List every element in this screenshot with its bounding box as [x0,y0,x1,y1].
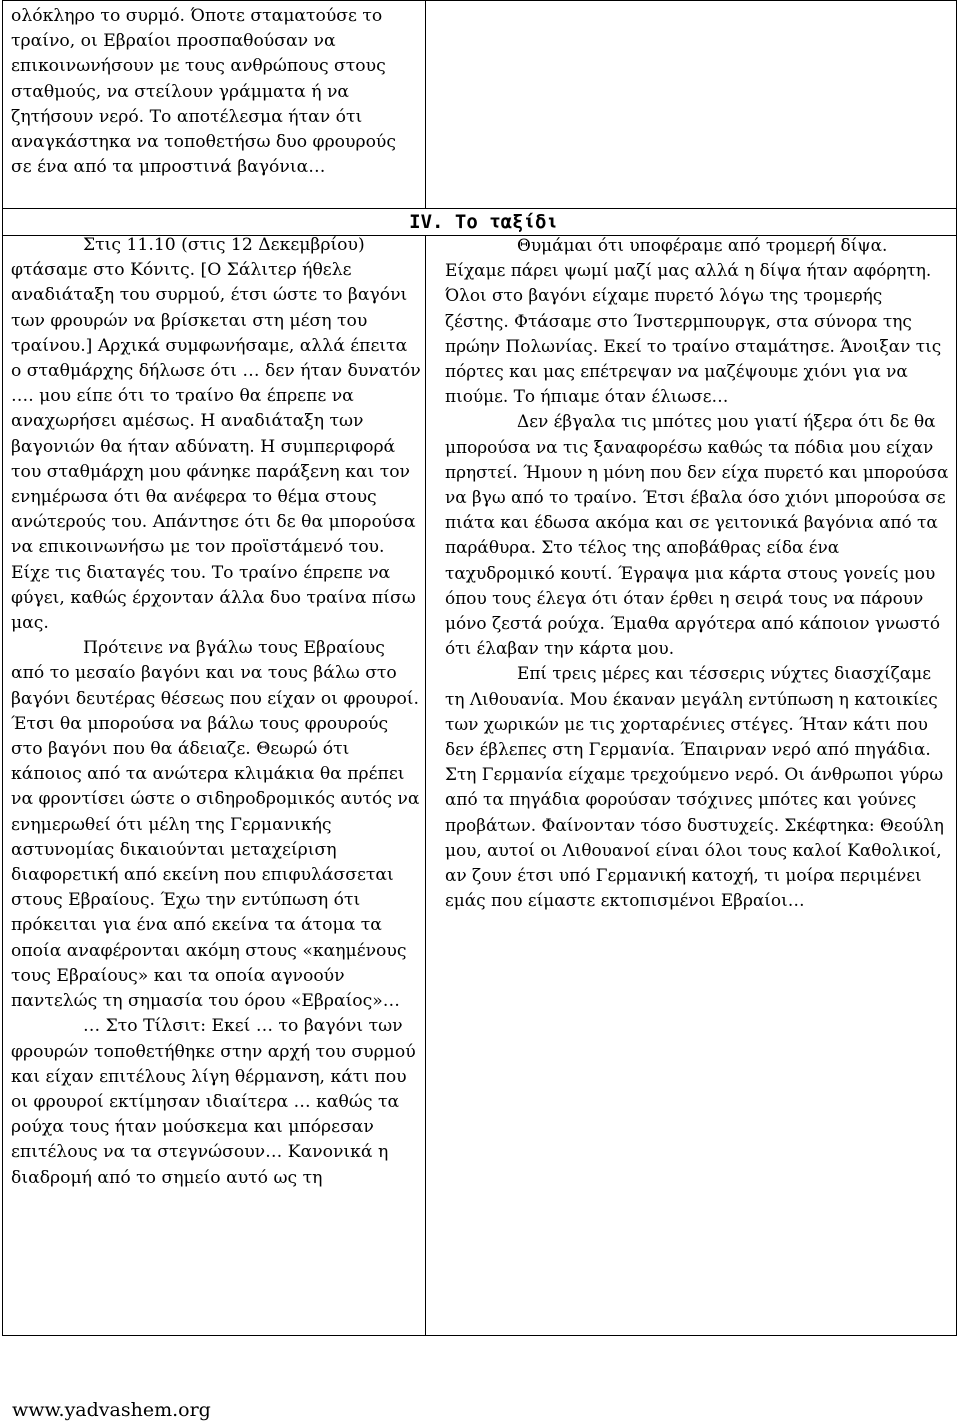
right-paragraph-2: Δεν έβγαλα τις μπότες μου γιατί ήξερα ότι δε θα μπορούσα να τις ξαναφορέσω καθώς τα πόδια μου είχαν πρηστεί. Ήμουν η μόνη που δεν είχα πυρετό και μπορούσα να βγω από το τραίνο. Έτσι έβαλα όσο χιόνι μπορούσα σε πιάτα και έδωσα ακόμα και σε γειτονικά βαγόνια από τα παράθυρα. Στο τέλος της αποβάθρας είδα ένα ταχυδρομικό κουτί. Έγραψα μια κάρτα στους γονείς μου όπου τους έλεγα ότι όταν έρθει η σειρά τους να πάρουν μόνο ζεστά ρούχα. Έμαθα αργότερα από κάποιον γνωστό ότι έλαβαν την κάρτα μου. [445,411,949,659]
left-column [11,233,421,1191]
top-left-cell [11,4,421,180]
document-table [2,0,957,1336]
right-paragraph-1: Θυμάμαι ότι υποφέραμε από τρομερή δίψα. Είχαμε πάρει ψωμί μαζί μας αλλά η δίψα ήταν αφόρητη. Όλοι στο βαγόνι είχαμε πυρετό λόγω της τρομερής ζέστης. Φτάσαμε στο Ίνστερμπουργκ, στα σύνορα της πρώην Πολωνίας. Εκεί το τραίνο σταμάτησε. Άνοιξαν τις πόρτες και μας επέτρεψαν να μαζέψουμε χιόνι για να πιούμε. Το ήπιαμε όταν έλιωσε… [445,235,942,407]
footer-url: www.yadvashem.org [12,1399,211,1421]
right-paragraph-3: Επί τρεις μέρες και τέσσερις νύχτες διασχίζαμε τη Λιθουανία. Μου έκαναν μεγάλη εντύπωση η κατοικίες των χωρικών με τις χορταρένιες στέγες. Ήταν κάτι που δεν έβλεπες στη Γερμανία. Έπαιρναν νερό από πηγάδια. Στη Γερμανία είχαμε τρεχούμενο νερό. Οι άνθρωποι γύρω από τα πηγάδια φορούσαν τσόχινες μπότες και γούνες προβάτων. Φαίνονταν τόσο δυστυχείς. Σκέφτηκα: Θεούλη μου, αυτοί οι Λιθουανοί είναι όλοι τους καλοί Καθολικοί, αν ζουν έτσι υπό Γερμανική κατοχή, τι μοίρα περιμένει εμάς που είμαστε εκτοπισμένοι Εβραίοι… [445,663,944,911]
left-paragraph-2: Πρότεινε να βγάλω τους Εβραίους από το μεσαίο βαγόνι και να τους βάλω στο βαγόνι δευτέρας θέσεως που είχαν οι φρουροί. Έτσι θα μπορούσα να βάλω τους φρουρούς στο βαγόνι που θα άδειαζε. Θεωρώ ότι κάποιος από τα ανώτερα κλιμάκια θα πρέπει να φροντίσει ώστε ο σιδηροδρομικός αυτός να ενημερωθεί ότι μέλη της Γερμανικής αστυνομίας δικαιούνται μεταχείριση διαφορετική από εκείνη που επιφυλάσσεται στους Εβραίους. Έχω την εντύπωση ότι πρόκειται για ένα από εκείνα τα άτομα τα οποία αναφέρονται ακόμη στους «καημένους τους Εβραίους» και τα οποία αγνοούν παντελώς τη σημασία του όρου «Εβραίος»… [11,638,420,1012]
left-paragraph-1: Στις 11.10 (στις 12 Δεκεμβρίου) φτάσαμε στο Κόνιτς. [Ο Σάλιτερ ήθελε αναδιάταξη του συρμού, έτσι ώστε το βαγόνι των φρουρών να βρίσκεται στη μέση του τραίνου.] Αρχικά συμφωνήσαμε, αλλά έπειτα ο σταθμάρχης δήλωσε ότι … δεν ήταν δυνατόν …. μου είπε ότι το τραίνο θα έπρεπε να αναχωρήσει αμέσως. Η αναδιάταξη των βαγονιών θα ήταν αδύνατη. Η συμπεριφορά του σταθμάρχη μου φάνηκε παράξενη και τον ενημέρωσα ότι θα ανέφερα το θέμα στους ανώτερούς του. Απάντησε ότι δε θα μπορούσα να επικοινωνήσω με τον προϊστάμενό του. Είχε τις διαταγές του. Το τραίνο έπρεπε να φύγει, καθώς έρχονταν άλλα δυο τραίνα πίσω μας. [11,235,421,634]
top-left-paragraph: ολόκληρο το συρμό. Όποτε σταματούσε το τραίνο, οι Εβραίοι προσπαθούσαν να επικοινωνήσουν με τους ανθρώπους στους σταθμούς, να στείλουν γράμματα ή να ζητήσουν νερό. Το αποτέλεσμα ήταν ότι αναγκάστηκα να τοποθετήσω δυο φρουρούς σε ένα από τα μπροστινά βαγόνια… [11,6,396,178]
right-column [445,233,950,913]
column-divider-top [425,1,426,208]
section-heading: IV. Το ταξίδι [409,211,558,233]
left-paragraph-3: … Στο Τίλσιτ: Εκεί … το βαγόνι των φρουρών τοποθετήθηκε στην αρχή του συρμού και είχαν επιτέλους λίγη θέρμανση, κάτι που οι φρουροί εκτίμησαν ιδιαίτερα … καθώς τα ρούχα τους ήταν μούσκεμα και μπόρεσαν επιτέλους να τα στεγνώσουν… Κανονικά η διαδρομή από το σημείο αυτό ως τη [11,1016,416,1188]
column-divider-bottom [425,235,426,1335]
